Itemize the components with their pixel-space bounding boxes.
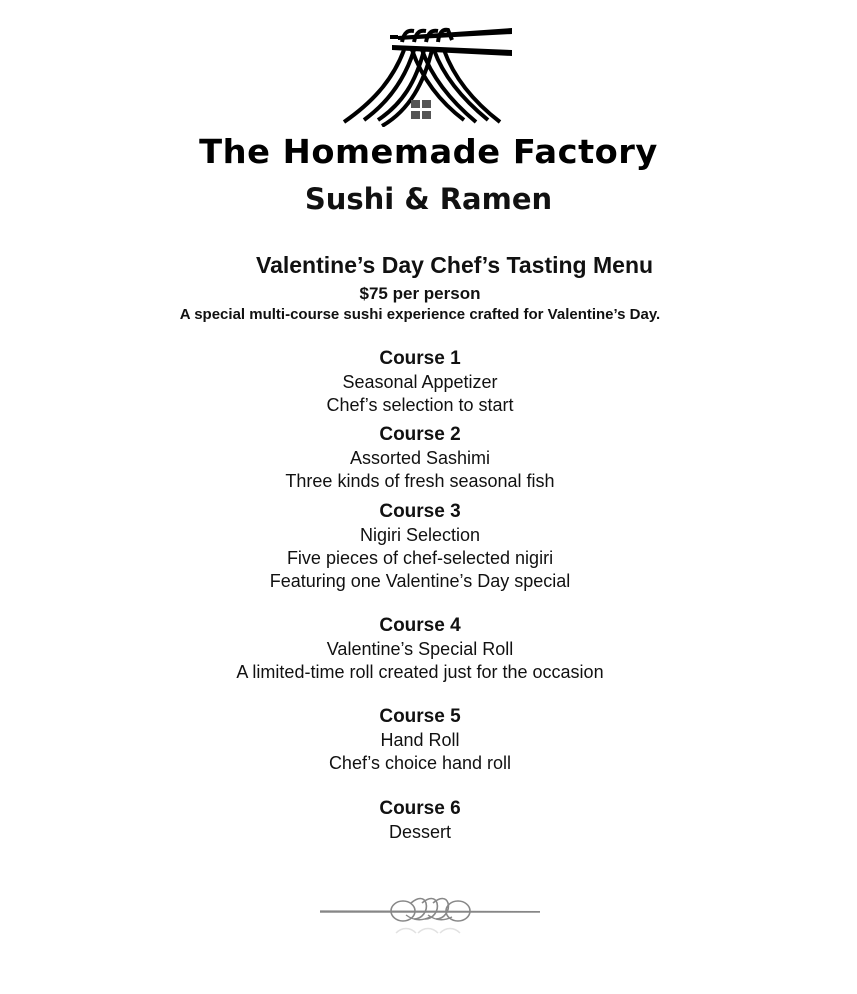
course-name: Hand Roll xyxy=(380,730,460,750)
course-name: Assorted Sashimi xyxy=(349,448,491,468)
course-5 xyxy=(0,705,840,775)
course-4 xyxy=(0,614,840,684)
course-detail: A limited-time roll created just for the occasion xyxy=(236,662,604,682)
menu-title: Valentine’s Day Chef’s Tasting Menu xyxy=(256,252,654,278)
course-name: Dessert xyxy=(388,822,451,842)
course-1 xyxy=(0,347,840,417)
ramen-chopsticks-house-icon xyxy=(340,22,520,127)
menu-price: $75 per person xyxy=(359,284,481,303)
course-detail: Chef’s selection to start xyxy=(326,395,514,415)
course-detail: Five pieces of chef-selected nigiri xyxy=(286,548,554,568)
course-heading: Course 2 xyxy=(379,424,461,445)
restaurant-name: The Homemade Factory xyxy=(199,132,658,171)
menu-description: A special multi-course sushi experience crafted for Valentine’s Day. xyxy=(179,306,661,323)
course-heading: Course 1 xyxy=(379,348,461,369)
course-2 xyxy=(0,423,840,493)
course-6 xyxy=(0,797,840,844)
course-name: Seasonal Appetizer xyxy=(342,372,498,392)
decorative-divider xyxy=(318,893,542,941)
celtic-knot-divider-icon xyxy=(318,893,542,941)
course-3 xyxy=(0,500,840,593)
restaurant-logo xyxy=(340,22,520,127)
course-heading: Course 5 xyxy=(379,706,461,727)
course-heading: Course 4 xyxy=(379,615,461,636)
course-detail: Featuring one Valentine’s Day special xyxy=(269,571,571,591)
course-detail: Chef’s choice hand roll xyxy=(328,753,512,773)
course-name: Valentine’s Special Roll xyxy=(326,639,514,659)
course-heading: Course 3 xyxy=(379,501,461,522)
course-detail: Three kinds of fresh seasonal fish xyxy=(285,471,555,491)
restaurant-subtitle: Sushi & Ramen xyxy=(304,182,553,216)
course-heading: Course 6 xyxy=(379,798,461,819)
course-name: Nigiri Selection xyxy=(359,525,481,545)
